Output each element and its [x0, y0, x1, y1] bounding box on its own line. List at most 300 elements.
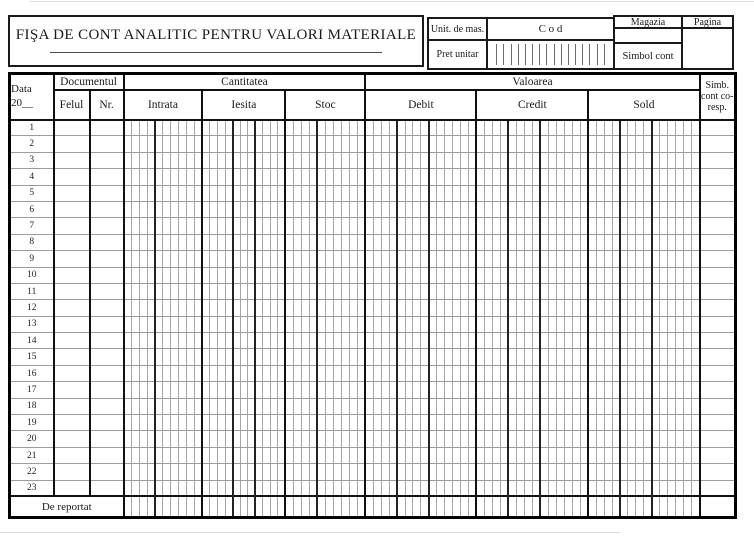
- digit-cell: [660, 185, 668, 201]
- digit-cell: [381, 267, 389, 283]
- digit-cell: [210, 349, 218, 365]
- digit-cell: [556, 267, 564, 283]
- digit-cell: [381, 447, 389, 463]
- digit-cell: [255, 169, 263, 185]
- digit-cell: [588, 152, 596, 168]
- digit-cell: [445, 120, 453, 136]
- digit-cell: [195, 283, 203, 299]
- digit-cell: [668, 185, 676, 201]
- digit-cell: [397, 415, 405, 431]
- digit-cell: [139, 120, 147, 136]
- digit-cell: [461, 480, 469, 496]
- digit-cell: [179, 136, 187, 152]
- digit-cell: [210, 415, 218, 431]
- digit-cell: [413, 365, 421, 381]
- digit-cell: [225, 382, 233, 398]
- digit-cell: [461, 152, 469, 168]
- digit-cell: [413, 201, 421, 217]
- col-header-intrata: Intrata: [124, 90, 203, 120]
- simb-cont-cell: [700, 234, 736, 250]
- digit-cell: [225, 152, 233, 168]
- row-number-cell: 14: [10, 333, 54, 349]
- digit-cell: [333, 136, 341, 152]
- digit-cell: [195, 136, 203, 152]
- table-row: [10, 218, 736, 234]
- digit-cell: [381, 136, 389, 152]
- digit-cell: [564, 300, 572, 316]
- digit-cell: [636, 447, 644, 463]
- digit-cell: [124, 496, 132, 517]
- digit-cell: [357, 496, 365, 517]
- digit-cell: [195, 415, 203, 431]
- digit-cell: [572, 234, 580, 250]
- digit-cell: [171, 218, 179, 234]
- digit-cell: [210, 185, 218, 201]
- digit-cell: [644, 152, 652, 168]
- digit-cell: [588, 185, 596, 201]
- cod-digit-cell: [496, 44, 503, 65]
- digit-cell: [548, 480, 556, 496]
- digit-cell: [309, 185, 317, 201]
- digit-cell: [139, 365, 147, 381]
- digit-cell: [572, 447, 580, 463]
- digit-cell: [572, 251, 580, 267]
- digit-cell: [413, 267, 421, 283]
- digit-cell: [293, 120, 301, 136]
- digit-cell: [147, 185, 155, 201]
- digit-cell: [373, 152, 381, 168]
- digit-cell: [155, 333, 163, 349]
- digit-cell: [373, 201, 381, 217]
- digit-cell: [421, 431, 429, 447]
- digit-cell: [691, 365, 699, 381]
- digit-cell: [195, 447, 203, 463]
- digit-cell: [636, 152, 644, 168]
- row-number-cell: 20: [10, 431, 54, 447]
- digit-cell: [131, 382, 139, 398]
- digit-cell: [620, 464, 628, 480]
- table-row: [10, 398, 736, 414]
- digit-cell: [676, 365, 684, 381]
- digit-cell: [540, 185, 548, 201]
- digit-cell: [492, 316, 500, 332]
- digit-cell: [365, 349, 373, 365]
- digit-cell: [588, 496, 596, 517]
- cod-digit-cell: [554, 44, 561, 65]
- digit-cell: [139, 218, 147, 234]
- digit-cell: [278, 283, 286, 299]
- digit-cell: [341, 120, 349, 136]
- digit-cell: [278, 365, 286, 381]
- digit-cell: [564, 496, 572, 517]
- digit-cell: [195, 349, 203, 365]
- digit-cell: [413, 333, 421, 349]
- digit-cell: [163, 152, 171, 168]
- digit-cell: [676, 333, 684, 349]
- row-number-cell: 5: [10, 185, 54, 201]
- digit-cell: [413, 447, 421, 463]
- digit-cell: [202, 152, 210, 168]
- digit-cell: [468, 234, 476, 250]
- digit-cell: [187, 480, 195, 496]
- digit-cell: [429, 169, 437, 185]
- digit-cell: [484, 267, 492, 283]
- digit-cell: [596, 464, 604, 480]
- digit-cell: [139, 431, 147, 447]
- simb-cont-cell: [700, 169, 736, 185]
- digit-cell: [255, 300, 263, 316]
- digit-cell: [644, 349, 652, 365]
- nr-cell: [90, 218, 124, 234]
- digit-cell: [668, 316, 676, 332]
- digit-cell: [516, 464, 524, 480]
- digit-cell: [691, 382, 699, 398]
- digit-cell: [413, 251, 421, 267]
- digit-cell: [580, 283, 588, 299]
- digit-cell: [540, 152, 548, 168]
- simb-cont-cell: [700, 464, 736, 480]
- digit-cell: [333, 496, 341, 517]
- digit-cell: [668, 333, 676, 349]
- digit-cell: [233, 267, 241, 283]
- digit-cell: [210, 447, 218, 463]
- digit-cell: [373, 431, 381, 447]
- scan-artifact-bottom: [0, 532, 620, 533]
- digit-cell: [171, 349, 179, 365]
- digit-cell: [524, 496, 532, 517]
- digit-cell: [131, 496, 139, 517]
- digit-cell: [548, 316, 556, 332]
- digit-cell: [540, 333, 548, 349]
- digit-cell: [293, 496, 301, 517]
- digit-cell: [341, 480, 349, 496]
- digit-cell: [556, 496, 564, 517]
- digit-cell: [564, 201, 572, 217]
- digit-cell: [453, 251, 461, 267]
- digit-cell: [532, 382, 540, 398]
- digit-cell: [516, 120, 524, 136]
- digit-cell: [516, 365, 524, 381]
- digit-cell: [301, 267, 309, 283]
- digit-cell: [171, 365, 179, 381]
- digit-cell: [508, 251, 516, 267]
- digit-cell: [233, 382, 241, 398]
- digit-cell: [445, 480, 453, 496]
- cod-digit-cell: [532, 44, 539, 65]
- digit-cell: [325, 251, 333, 267]
- digit-cell: [270, 398, 278, 414]
- digit-cell: [604, 333, 612, 349]
- digit-cell: [484, 169, 492, 185]
- digit-cell: [676, 447, 684, 463]
- digit-cell: [217, 201, 225, 217]
- nr-cell: [90, 267, 124, 283]
- digit-cell: [588, 251, 596, 267]
- digit-cell: [248, 316, 256, 332]
- digit-cell: [596, 365, 604, 381]
- digit-cell: [341, 382, 349, 398]
- digit-cell: [349, 349, 357, 365]
- digit-cell: [683, 234, 691, 250]
- digit-cell: [210, 480, 218, 496]
- digit-cell: [171, 464, 179, 480]
- digit-cell: [691, 300, 699, 316]
- digit-cell: [240, 464, 248, 480]
- digit-cell: [429, 480, 437, 496]
- digit-cell: [580, 382, 588, 398]
- digit-cell: [381, 218, 389, 234]
- digit-cell: [437, 447, 445, 463]
- cod-label: C o d: [538, 23, 563, 35]
- digit-cell: [179, 431, 187, 447]
- digit-cell: [596, 136, 604, 152]
- felul-cell: [54, 333, 90, 349]
- digit-cell: [195, 300, 203, 316]
- digit-cell: [124, 120, 132, 136]
- digit-cell: [405, 234, 413, 250]
- cod-digit-cell: [575, 44, 582, 65]
- digit-cell: [492, 234, 500, 250]
- digit-cell: [147, 251, 155, 267]
- digit-cell: [248, 447, 256, 463]
- digit-cell: [325, 136, 333, 152]
- digit-cell: [548, 349, 556, 365]
- digit-cell: [596, 480, 604, 496]
- felul-cell: [54, 398, 90, 414]
- digit-cell: [171, 300, 179, 316]
- digit-cell: [564, 415, 572, 431]
- digit-cell: [676, 316, 684, 332]
- digit-cell: [604, 464, 612, 480]
- digit-cell: [588, 333, 596, 349]
- digit-cell: [163, 382, 171, 398]
- digit-cell: [691, 251, 699, 267]
- digit-cell: [278, 415, 286, 431]
- digit-cell: [429, 316, 437, 332]
- digit-cell: [691, 415, 699, 431]
- digit-cell: [532, 234, 540, 250]
- digit-cell: [445, 251, 453, 267]
- digit-cell: [365, 464, 373, 480]
- digit-cell: [365, 496, 373, 517]
- digit-cell: [508, 185, 516, 201]
- digit-cell: [604, 169, 612, 185]
- digit-cell: [476, 431, 484, 447]
- digit-cell: [341, 234, 349, 250]
- digit-cell: [476, 365, 484, 381]
- digit-cell: [445, 218, 453, 234]
- digit-cell: [293, 333, 301, 349]
- digit-cell: [644, 201, 652, 217]
- digit-cell: [468, 447, 476, 463]
- digit-cell: [349, 415, 357, 431]
- digit-cell: [588, 234, 596, 250]
- digit-cell: [349, 136, 357, 152]
- digit-cell: [564, 120, 572, 136]
- digit-cell: [357, 365, 365, 381]
- digit-cell: [278, 267, 286, 283]
- digit-cell: [217, 464, 225, 480]
- digit-cell: [381, 201, 389, 217]
- digit-cell: [620, 234, 628, 250]
- digit-cell: [147, 267, 155, 283]
- digit-cell: [620, 415, 628, 431]
- digit-cell: [171, 251, 179, 267]
- digit-cell: [381, 415, 389, 431]
- digit-cell: [325, 152, 333, 168]
- digit-cell: [325, 398, 333, 414]
- digit-cell: [524, 185, 532, 201]
- digit-cell: [357, 152, 365, 168]
- digit-cell: [381, 185, 389, 201]
- digit-cell: [255, 496, 263, 517]
- digit-cell: [683, 447, 691, 463]
- digit-cell: [445, 201, 453, 217]
- digit-cell: [413, 464, 421, 480]
- digit-cell: [484, 333, 492, 349]
- digit-cell: [131, 415, 139, 431]
- digit-cell: [195, 218, 203, 234]
- simb-cont-cell: [700, 120, 736, 136]
- simb-cont-cell: [700, 480, 736, 496]
- digit-cell: [612, 447, 620, 463]
- digit-cell: [676, 300, 684, 316]
- digit-cell: [293, 136, 301, 152]
- digit-cell: [636, 234, 644, 250]
- nr-cell: [90, 152, 124, 168]
- digit-cell: [540, 136, 548, 152]
- digit-cell: [652, 283, 660, 299]
- digit-cell: [453, 136, 461, 152]
- digit-cell: [596, 169, 604, 185]
- digit-cell: [373, 136, 381, 152]
- digit-cell: [171, 120, 179, 136]
- digit-cell: [429, 234, 437, 250]
- digit-cell: [691, 464, 699, 480]
- digit-cell: [437, 267, 445, 283]
- digit-cell: [263, 201, 271, 217]
- digit-cell: [405, 300, 413, 316]
- digit-cell: [604, 431, 612, 447]
- digit-cell: [668, 136, 676, 152]
- felul-cell: [54, 201, 90, 217]
- digit-cell: [413, 382, 421, 398]
- digit-cell: [195, 120, 203, 136]
- digit-cell: [628, 464, 636, 480]
- digit-cell: [155, 136, 163, 152]
- digit-cell: [365, 300, 373, 316]
- digit-cell: [210, 120, 218, 136]
- table-row: [10, 120, 736, 136]
- digit-cell: [421, 185, 429, 201]
- digit-cell: [596, 398, 604, 414]
- digit-cell: [270, 464, 278, 480]
- digit-cell: [492, 415, 500, 431]
- digit-cell: [461, 333, 469, 349]
- digit-cell: [500, 218, 508, 234]
- digit-cell: [492, 201, 500, 217]
- digit-cell: [240, 201, 248, 217]
- digit-cell: [187, 415, 195, 431]
- digit-cell: [389, 283, 397, 299]
- simbol-cont-box: [613, 42, 683, 70]
- digit-cell: [548, 398, 556, 414]
- digit-cell: [564, 185, 572, 201]
- digit-cell: [155, 316, 163, 332]
- digit-cell: [187, 152, 195, 168]
- digit-cell: [341, 316, 349, 332]
- digit-cell: [620, 120, 628, 136]
- digit-cell: [131, 283, 139, 299]
- digit-cell: [468, 382, 476, 398]
- digit-cell: [612, 234, 620, 250]
- digit-cell: [381, 234, 389, 250]
- digit-cell: [225, 447, 233, 463]
- digit-cell: [405, 201, 413, 217]
- digit-cell: [301, 447, 309, 463]
- digit-cell: [248, 201, 256, 217]
- digit-cell: [556, 251, 564, 267]
- digit-cell: [263, 480, 271, 496]
- digit-cell: [508, 333, 516, 349]
- row-number-cell: 18: [10, 398, 54, 414]
- digit-cell: [445, 431, 453, 447]
- digit-cell: [357, 349, 365, 365]
- digit-cell: [652, 251, 660, 267]
- digit-cell: [139, 447, 147, 463]
- digit-cell: [453, 333, 461, 349]
- digit-cell: [453, 218, 461, 234]
- digit-cell: [233, 169, 241, 185]
- digit-cell: [381, 365, 389, 381]
- col-header-valoarea: Valoarea: [365, 74, 699, 90]
- digit-cell: [564, 349, 572, 365]
- digit-cell: [484, 415, 492, 431]
- row-number-cell: 22: [10, 464, 54, 480]
- digit-cell: [564, 169, 572, 185]
- digit-cell: [580, 431, 588, 447]
- nr-cell: [90, 333, 124, 349]
- digit-cell: [187, 267, 195, 283]
- digit-cell: [500, 169, 508, 185]
- digit-cell: [139, 415, 147, 431]
- digit-cell: [309, 283, 317, 299]
- digit-cell: [461, 365, 469, 381]
- digit-cell: [604, 185, 612, 201]
- digit-cell: [445, 267, 453, 283]
- digit-cell: [163, 398, 171, 414]
- digit-cell: [155, 349, 163, 365]
- digit-cell: [620, 283, 628, 299]
- digit-cell: [564, 464, 572, 480]
- digit-cell: [421, 283, 429, 299]
- digit-cell: [564, 152, 572, 168]
- digit-cell: [564, 333, 572, 349]
- digit-cell: [195, 431, 203, 447]
- digit-cell: [405, 185, 413, 201]
- digit-cell: [405, 365, 413, 381]
- digit-cell: [309, 333, 317, 349]
- digit-cell: [278, 185, 286, 201]
- digit-cell: [548, 120, 556, 136]
- digit-cell: [620, 201, 628, 217]
- unit-of-measure-box: [427, 17, 488, 41]
- digit-cell: [357, 136, 365, 152]
- digit-cell: [270, 152, 278, 168]
- digit-cell: [405, 267, 413, 283]
- digit-cell: [476, 464, 484, 480]
- digit-cell: [628, 283, 636, 299]
